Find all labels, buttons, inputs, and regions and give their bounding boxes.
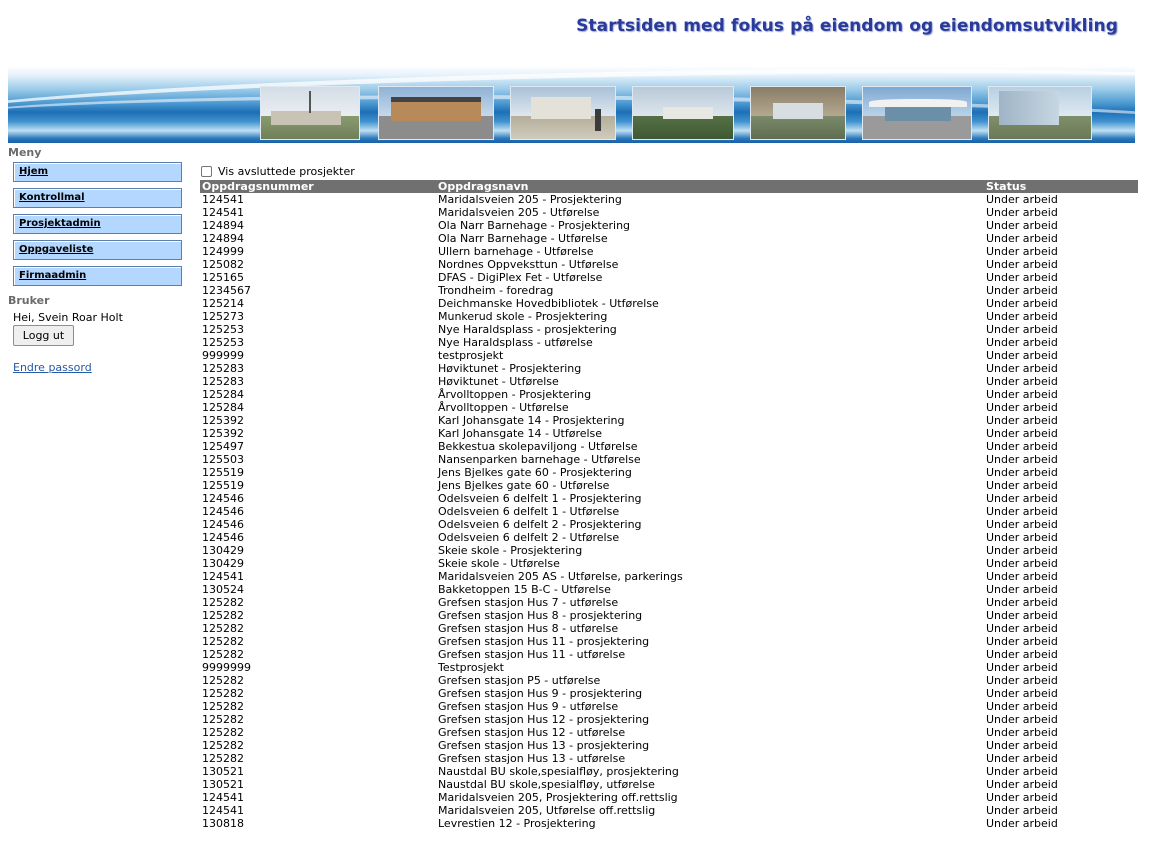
cell-name: Trondheim - foredrag <box>438 284 554 297</box>
cell-name: Høviktunet - Prosjektering <box>438 362 582 375</box>
table-row[interactable] <box>200 674 1138 687</box>
table-row[interactable] <box>200 505 1138 518</box>
cell-status: Under arbeid <box>986 310 1058 323</box>
cell-number: 1234567 <box>202 284 251 297</box>
table-row[interactable] <box>200 817 1138 830</box>
cell-name: Jens Bjelkes gate 60 - Utførelse <box>438 479 610 492</box>
cell-status: Under arbeid <box>986 596 1058 609</box>
table-row[interactable] <box>200 531 1138 544</box>
table-row[interactable] <box>200 232 1138 245</box>
banner-photo-7 <box>988 86 1092 140</box>
banner-photo-2 <box>378 86 494 140</box>
table-row[interactable] <box>200 557 1138 570</box>
cell-name: Grefsen stasjon Hus 13 - utførelse <box>438 752 626 765</box>
user-heading: Bruker <box>8 294 50 307</box>
table-row[interactable] <box>200 479 1138 492</box>
banner-photo-6 <box>862 86 972 140</box>
menu-item-kontrollmal[interactable] <box>13 188 182 208</box>
cell-number: 125392 <box>202 427 244 440</box>
cell-number: 125282 <box>202 674 244 687</box>
cell-status: Under arbeid <box>986 609 1058 622</box>
table-row[interactable] <box>200 206 1138 219</box>
cell-number: 125519 <box>202 466 244 479</box>
table-row[interactable] <box>200 700 1138 713</box>
show-closed-label: Vis avsluttede prosjekter <box>218 164 355 178</box>
cell-status: Under arbeid <box>986 453 1058 466</box>
table-row[interactable] <box>200 765 1138 778</box>
table-row[interactable] <box>200 271 1138 284</box>
cell-number: 130521 <box>202 765 244 778</box>
table-row[interactable] <box>200 440 1138 453</box>
cell-name: Grefsen stasjon Hus 12 - utførelse <box>438 726 626 739</box>
cell-status: Under arbeid <box>986 375 1058 388</box>
table-row[interactable] <box>200 245 1138 258</box>
table-row[interactable] <box>200 778 1138 791</box>
cell-status: Under arbeid <box>986 817 1058 830</box>
menu-item-hjem[interactable] <box>13 162 182 182</box>
cell-name: Grefsen stasjon P5 - utførelse <box>438 674 601 687</box>
cell-name: Nordnes Oppveksttun - Utførelse <box>438 258 619 271</box>
cell-number: 124546 <box>202 492 244 505</box>
table-row[interactable] <box>200 713 1138 726</box>
cell-number: 124894 <box>202 232 244 245</box>
cell-name: Skeie skole - Prosjektering <box>438 544 583 557</box>
cell-status: Under arbeid <box>986 661 1058 674</box>
table-row[interactable] <box>200 739 1138 752</box>
show-closed-checkbox[interactable] <box>201 166 212 177</box>
cell-name: Grefsen stasjon Hus 8 - prosjektering <box>438 609 643 622</box>
cell-status: Under arbeid <box>986 440 1058 453</box>
cell-status: Under arbeid <box>986 271 1058 284</box>
cell-status: Under arbeid <box>986 206 1058 219</box>
cell-name: Levrestien 12 - Prosjektering <box>438 817 596 830</box>
cell-name: Ullern barnehage - Utførelse <box>438 245 594 258</box>
table-row[interactable] <box>200 336 1138 349</box>
user-greeting: Hei, Svein Roar Holt <box>13 311 123 324</box>
site-header <box>0 0 1149 145</box>
cell-number: 125214 <box>202 297 244 310</box>
cell-name: Maridalsveien 205, Utførelse off.rettslig <box>438 804 656 817</box>
cell-number: 124999 <box>202 245 244 258</box>
cell-number: 125284 <box>202 388 244 401</box>
cell-name: Maridalsveien 205, Prosjektering off.rettslig <box>438 791 678 804</box>
table-header-row <box>200 180 1138 193</box>
column-header-status[interactable]: Status <box>984 180 1138 193</box>
menu-item-label[interactable]: Oppgaveliste <box>19 244 94 255</box>
cell-name: Odelsveien 6 delfelt 2 - Prosjektering <box>438 518 642 531</box>
cell-name: Maridalsveien 205 - Prosjektering <box>438 193 622 206</box>
cell-name: Ola Narr Barnehage - Utførelse <box>438 232 608 245</box>
table-row[interactable] <box>200 323 1138 336</box>
cell-number: 124541 <box>202 791 244 804</box>
cell-name: Testprosjekt <box>438 661 504 674</box>
cell-status: Under arbeid <box>986 232 1058 245</box>
cell-number: 9999999 <box>202 661 251 674</box>
table-row[interactable] <box>200 219 1138 232</box>
cell-name: Munkerud skole - Prosjektering <box>438 310 608 323</box>
cell-name: Odelsveien 6 delfelt 1 - Utførelse <box>438 505 620 518</box>
menu-item-oppgaveliste[interactable] <box>13 240 182 260</box>
cell-number: 125519 <box>202 479 244 492</box>
table-row[interactable] <box>200 635 1138 648</box>
cell-number: 124541 <box>202 193 244 206</box>
cell-number: 125503 <box>202 453 244 466</box>
cell-number: 124894 <box>202 219 244 232</box>
cell-status: Under arbeid <box>986 414 1058 427</box>
table-row[interactable] <box>200 427 1138 440</box>
table-row[interactable] <box>200 791 1138 804</box>
table-row[interactable] <box>200 544 1138 557</box>
menu-heading: Meny <box>8 146 42 159</box>
cell-status: Under arbeid <box>986 401 1058 414</box>
cell-status: Under arbeid <box>986 622 1058 635</box>
show-closed-filter <box>200 162 1138 180</box>
table-row[interactable] <box>200 284 1138 297</box>
cell-name: Grefsen stasjon Hus 11 - utførelse <box>438 648 626 661</box>
header-banner <box>8 66 1135 143</box>
cell-name: Ola Narr Barnehage - Prosjektering <box>438 219 631 232</box>
cell-number: 124546 <box>202 518 244 531</box>
table-row[interactable] <box>200 583 1138 596</box>
cell-name: DFAS - DigiPlex Fet - Utførelse <box>438 271 603 284</box>
change-password-link[interactable]: Endre passord <box>13 361 92 374</box>
cell-number: 125273 <box>202 310 244 323</box>
cell-number: 125282 <box>202 635 244 648</box>
table-row[interactable] <box>200 349 1138 362</box>
cell-number: 125282 <box>202 726 244 739</box>
menu-item-label[interactable]: Hjem <box>19 166 48 177</box>
table-row[interactable] <box>200 193 1138 206</box>
cell-number: 130429 <box>202 557 244 570</box>
cell-name: Karl Johansgate 14 - Prosjektering <box>438 414 625 427</box>
cell-status: Under arbeid <box>986 219 1058 232</box>
cell-name: Odelsveien 6 delfelt 1 - Prosjektering <box>438 492 642 505</box>
cell-name: Høviktunet - Utførelse <box>438 375 559 388</box>
cell-name: Nansenparken barnehage - Utførelse <box>438 453 641 466</box>
cell-status: Under arbeid <box>986 726 1058 739</box>
cell-status: Under arbeid <box>986 427 1058 440</box>
cell-number: 125282 <box>202 648 244 661</box>
cell-name: Nye Haraldsplass - utførelse <box>438 336 593 349</box>
cell-name: Grefsen stasjon Hus 9 - prosjektering <box>438 687 643 700</box>
cell-number: 125283 <box>202 362 244 375</box>
cell-number: 125392 <box>202 414 244 427</box>
cell-status: Under arbeid <box>986 284 1058 297</box>
cell-name: Grefsen stasjon Hus 11 - prosjektering <box>438 635 650 648</box>
cell-status: Under arbeid <box>986 349 1058 362</box>
cell-number: 125253 <box>202 323 244 336</box>
cell-status: Under arbeid <box>986 479 1058 492</box>
cell-number: 130818 <box>202 817 244 830</box>
column-header-number[interactable]: Oppdragsnummer <box>200 180 436 193</box>
cell-name: Deichmanske Hovedbibliotek - Utførelse <box>438 297 659 310</box>
cell-status: Under arbeid <box>986 700 1058 713</box>
table-row[interactable] <box>200 804 1138 817</box>
cell-number: 124541 <box>202 206 244 219</box>
cell-status: Under arbeid <box>986 323 1058 336</box>
cell-status: Under arbeid <box>986 778 1058 791</box>
cell-status: Under arbeid <box>986 492 1058 505</box>
cell-name: Bekkestua skolepaviljong - Utførelse <box>438 440 638 453</box>
cell-number: 125282 <box>202 739 244 752</box>
cell-status: Under arbeid <box>986 362 1058 375</box>
cell-name: Bakketoppen 15 B-C - Utførelse <box>438 583 611 596</box>
menu-item-label[interactable]: Prosjektadmin <box>19 218 101 229</box>
cell-status: Under arbeid <box>986 544 1058 557</box>
cell-status: Under arbeid <box>986 583 1058 596</box>
table-row[interactable] <box>200 570 1138 583</box>
cell-status: Under arbeid <box>986 765 1058 778</box>
cell-number: 125082 <box>202 258 244 271</box>
table-row[interactable] <box>200 609 1138 622</box>
cell-status: Under arbeid <box>986 674 1058 687</box>
cell-status: Under arbeid <box>986 804 1058 817</box>
table-row[interactable] <box>200 687 1138 700</box>
cell-number: 125282 <box>202 713 244 726</box>
site-title: Startsiden med fokus på eiendom og eiendomsutvikling <box>576 16 1118 36</box>
cell-number: 124541 <box>202 804 244 817</box>
table-row[interactable] <box>200 466 1138 479</box>
cell-status: Under arbeid <box>986 635 1058 648</box>
cell-number: 125282 <box>202 752 244 765</box>
cell-name: Skeie skole - Utførelse <box>438 557 560 570</box>
cell-status: Under arbeid <box>986 687 1058 700</box>
table-row[interactable] <box>200 518 1138 531</box>
table-row[interactable] <box>200 453 1138 466</box>
cell-number: 125283 <box>202 375 244 388</box>
banner-photo-4 <box>632 86 734 140</box>
table-row[interactable] <box>200 596 1138 609</box>
cell-status: Under arbeid <box>986 648 1058 661</box>
cell-status: Under arbeid <box>986 193 1058 206</box>
cell-status: Under arbeid <box>986 752 1058 765</box>
cell-status: Under arbeid <box>986 791 1058 804</box>
table-row[interactable] <box>200 362 1138 375</box>
cell-status: Under arbeid <box>986 713 1058 726</box>
cell-name: Naustdal BU skole,spesialfløy, utførelse <box>438 778 655 791</box>
table-row[interactable] <box>200 375 1138 388</box>
cell-name: Nye Haraldsplass - prosjektering <box>438 323 617 336</box>
cell-status: Under arbeid <box>986 739 1058 752</box>
cell-name: Grefsen stasjon Hus 8 - utførelse <box>438 622 619 635</box>
cell-status: Under arbeid <box>986 505 1058 518</box>
table-row[interactable] <box>200 661 1138 674</box>
cell-number: 125282 <box>202 700 244 713</box>
cell-number: 125282 <box>202 622 244 635</box>
cell-number: 124541 <box>202 570 244 583</box>
table-row[interactable] <box>200 726 1138 739</box>
cell-name: Grefsen stasjon Hus 7 - utførelse <box>438 596 619 609</box>
cell-status: Under arbeid <box>986 258 1058 271</box>
table-row[interactable] <box>200 258 1138 271</box>
cell-number: 999999 <box>202 349 244 362</box>
cell-name: Grefsen stasjon Hus 9 - utførelse <box>438 700 619 713</box>
logout-button[interactable]: Logg ut <box>13 325 74 346</box>
table-row[interactable] <box>200 622 1138 635</box>
cell-name: Jens Bjelkes gate 60 - Prosjektering <box>438 466 632 479</box>
table-row[interactable] <box>200 492 1138 505</box>
cell-number: 124546 <box>202 505 244 518</box>
table-row[interactable] <box>200 414 1138 427</box>
cell-status: Under arbeid <box>986 570 1058 583</box>
menu-item-prosjektadmin[interactable] <box>13 214 182 234</box>
cell-name: Naustdal BU skole,spesialfløy, prosjektering <box>438 765 679 778</box>
cell-name: Odelsveien 6 delfelt 2 - Utførelse <box>438 531 620 544</box>
cell-status: Under arbeid <box>986 245 1058 258</box>
menu-item-label[interactable]: Kontrollmal <box>19 192 85 203</box>
table-body <box>200 193 1138 830</box>
cell-name: Grefsen stasjon Hus 12 - prosjektering <box>438 713 650 726</box>
cell-status: Under arbeid <box>986 557 1058 570</box>
cell-status: Under arbeid <box>986 336 1058 349</box>
cell-status: Under arbeid <box>986 388 1058 401</box>
cell-number: 130521 <box>202 778 244 791</box>
cell-name: testprosjekt <box>438 349 504 362</box>
sidebar <box>8 146 188 374</box>
cell-number: 125165 <box>202 271 244 284</box>
cell-number: 130429 <box>202 544 244 557</box>
cell-number: 125497 <box>202 440 244 453</box>
cell-name: Karl Johansgate 14 - Utførelse <box>438 427 603 440</box>
cell-name: Grefsen stasjon Hus 13 - prosjektering <box>438 739 650 752</box>
cell-number: 130524 <box>202 583 244 596</box>
main-menu <box>13 162 188 286</box>
cell-number: 125282 <box>202 609 244 622</box>
banner-photo-5 <box>750 86 846 140</box>
cell-name: Årvolltoppen - Utførelse <box>438 401 569 414</box>
cell-number: 125282 <box>202 687 244 700</box>
table-row[interactable] <box>200 401 1138 414</box>
table-row[interactable] <box>200 310 1138 323</box>
cell-number: 125253 <box>202 336 244 349</box>
cell-status: Under arbeid <box>986 297 1058 310</box>
cell-status: Under arbeid <box>986 531 1058 544</box>
table-row[interactable] <box>200 648 1138 661</box>
table-row[interactable] <box>200 297 1138 310</box>
cell-status: Under arbeid <box>986 518 1058 531</box>
project-list-panel <box>200 162 1138 830</box>
cell-name: Årvolltoppen - Prosjektering <box>438 388 592 401</box>
table-row[interactable] <box>200 752 1138 765</box>
banner-photo-1 <box>260 86 360 140</box>
menu-item-label[interactable]: Firmaadmin <box>19 270 87 281</box>
cell-name: Maridalsveien 205 - Utførelse <box>438 206 600 219</box>
project-table <box>200 180 1138 830</box>
cell-number: 125282 <box>202 596 244 609</box>
cell-status: Under arbeid <box>986 466 1058 479</box>
menu-item-firmaadmin[interactable] <box>13 266 182 286</box>
banner-photo-3 <box>510 86 616 140</box>
cell-name: Maridalsveien 205 AS - Utførelse, parkerings <box>438 570 683 583</box>
cell-number: 125284 <box>202 401 244 414</box>
table-row[interactable] <box>200 388 1138 401</box>
cell-number: 124546 <box>202 531 244 544</box>
column-header-name[interactable]: Oppdragsnavn <box>436 180 984 193</box>
